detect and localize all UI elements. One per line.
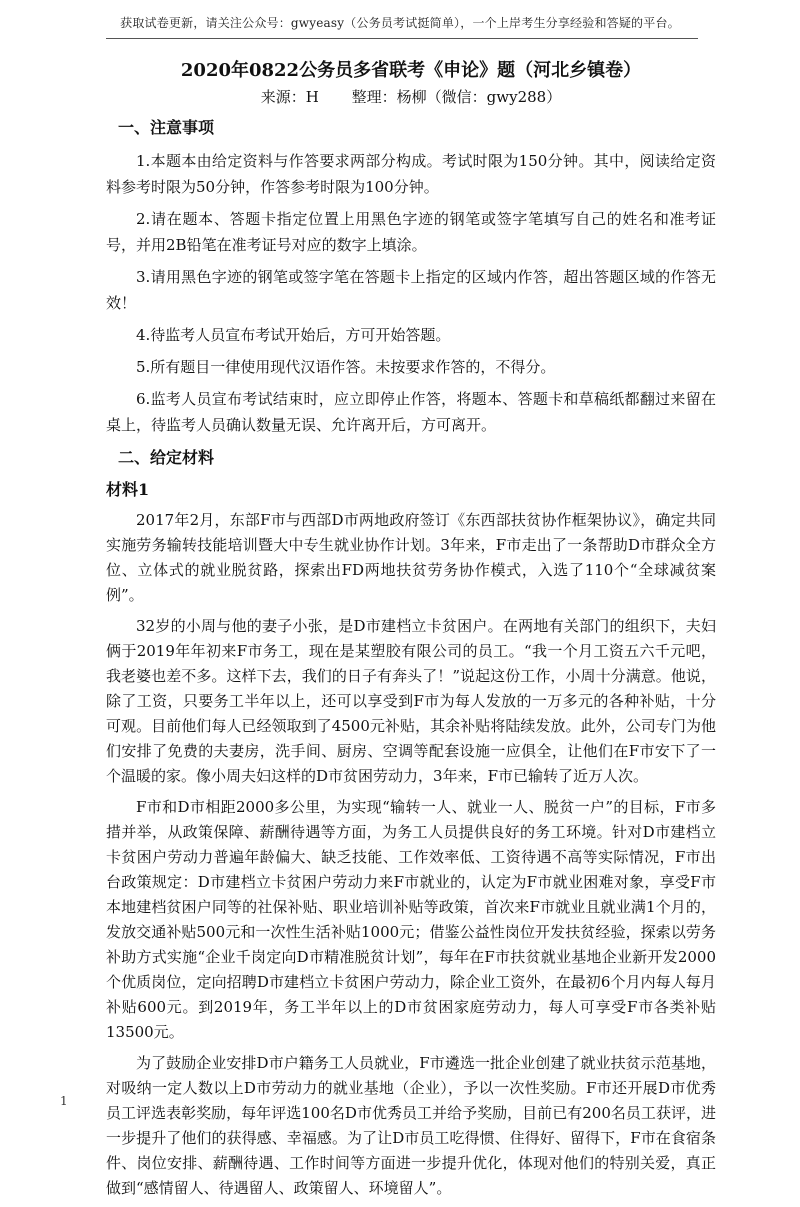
document-source-line (106, 86, 716, 108)
material-1-paragraph-3: F市和D市相距2000多公里，为实现“输转一人、就业一人、脱贫一户”的目标，F市多措并举，从政策保障、薪酬待遇等方面，为务工人员提供良好的务工环境。针对D市建档立卡贫困户劳动力普遍年龄偏大、缺乏技能、工作效率低、工资待遇不高等实际情况，F市出台政策规定：D市建档立卡贫困户劳动力来F市就业的，认定为F市就业困难对象，享受F市本地建档贫困户同等的社保补贴、职业培训补贴等政策，首次来F市就业且就业满1个月的，发放交通补贴500元和一次性生活补贴1000元；借鉴公益性岗位开发扶贫经验，探索以劳务补助方式实施“企业千岗定向D市精准脱贫计划”，每年在F市扶贫就业基地企业新开发2000个优质岗位，定向招聘D市建档立卡贫困户劳动力，除企业工资外，在最初6个月内每人每月补贴600元。到2019年，务工半年以上的D市贫困家庭劳动力，每人可享受F市各类补贴13500元。 (106, 798, 716, 1041)
notes-heading: 一、注意事项 (118, 118, 215, 137)
material-1-paragraph-1: 2017年2月，东部F市与西部D市两地政府签订《东西部扶贫协作框架协议》，确定共同实施劳务输转技能培训暨大中专生就业协作计划。3年来，F市走出了一条帮助D市群众全方位、立体式的就业脱贫路，探索出FD两地扶贫劳务协作模式，入选了110个“全球减贫案例”。 (106, 511, 716, 604)
materials-heading: 二、给定材料 (118, 448, 215, 467)
note-item-6: 6.监考人员宣布考试结束时，应立即停止作答，将题本、答题卡和草稿纸都翻过来留在桌上，待监考人员确认数量无误、允许离开后，方可离开。 (106, 390, 716, 434)
note-item-1: 1.本题本由给定资料与作答要求两部分构成。考试时限为150分钟。其中，阅读给定资料参考时限为50分钟，作答参考时限为100分钟。 (106, 152, 716, 196)
material-1-title: 材料1 (106, 480, 150, 499)
source-text: 来源：H (260, 88, 319, 106)
note-item-5: 5.所有题目一律使用现代汉语作答。未按要求作答的，不得分。 (136, 358, 556, 376)
header-divider (106, 38, 698, 39)
note-item-4: 4.待监考人员宣布考试开始后，方可开始答题。 (136, 326, 451, 344)
material-1-paragraph-4: 为了鼓励企业安排D市户籍务工人员就业，F市遴选一批企业创建了就业扶贫示范基地，对吸纳一定人数以上D市劳动力的就业基地（企业），予以一次性奖励。F市还开展D市优秀员工评选表彰奖励，每年评选100名D市优秀员工并给予奖励，目前已有200名员工获评，进一步提升了他们的获得感、幸福感。为了让D市员工吃得惯、住得好、留得下，F市在食宿条件、岗位安排、薪酬待遇、工作时间等方面进一步提升优化，体现对他们的特别关爱，真正做到“感情留人、待遇留人、政策留人、环境留人”。 (106, 1054, 716, 1197)
header-notice: 获取试卷更新，请关注公众号：gwyeasy（公务员考试挺简单），一个上岸考生分享经验和答疑的平台。 (120, 16, 680, 30)
note-item-3: 3.请用黑色字迹的钢笔或签字笔在答题卡上指定的区域内作答，超出答题区域的作答无效！ (106, 268, 716, 312)
document-title: 2020年0822公务员多省联考《申论》题（河北乡镇卷） (180, 60, 642, 81)
page-number: 1 (60, 1094, 68, 1108)
material-1-paragraph-2: 32岁的小周与他的妻子小张，是D市建档立卡贫困户。在两地有关部门的组织下，夫妇俩于2019年年初来F市务工，现在是某塑胶有限公司的员工。“我一个月工资五六千元吧，我老婆也差不多。这样下去，我们的日子有奔头了！”说起这份工作，小周十分满意。他说，除了工资，只要务工半年以上，还可以享受到F市为每人发放的一万多元的各种补贴，十分可观。目前他们每人已经领取到了4500元补贴，其余补贴将陆续发放。此外，公司专门为他们安排了免费的夫妻房，洗手间、厨房、空调等配套设施一应俱全，让他们在F市安下了一个温暖的家。像小周夫妇这样的D市贫困劳动力，3年来，F市已输转了近万人次。 (106, 617, 716, 785)
document-content (106, 58, 716, 1207)
note-item-2: 2.请在题本、答题卡指定位置上用黑色字迹的钢笔或签字笔填写自己的姓名和准考证号，并用2B铅笔在准考证号对应的数字上填涂。 (106, 210, 716, 254)
editor-text: 整理：杨柳（微信：gwy288） (351, 88, 562, 106)
